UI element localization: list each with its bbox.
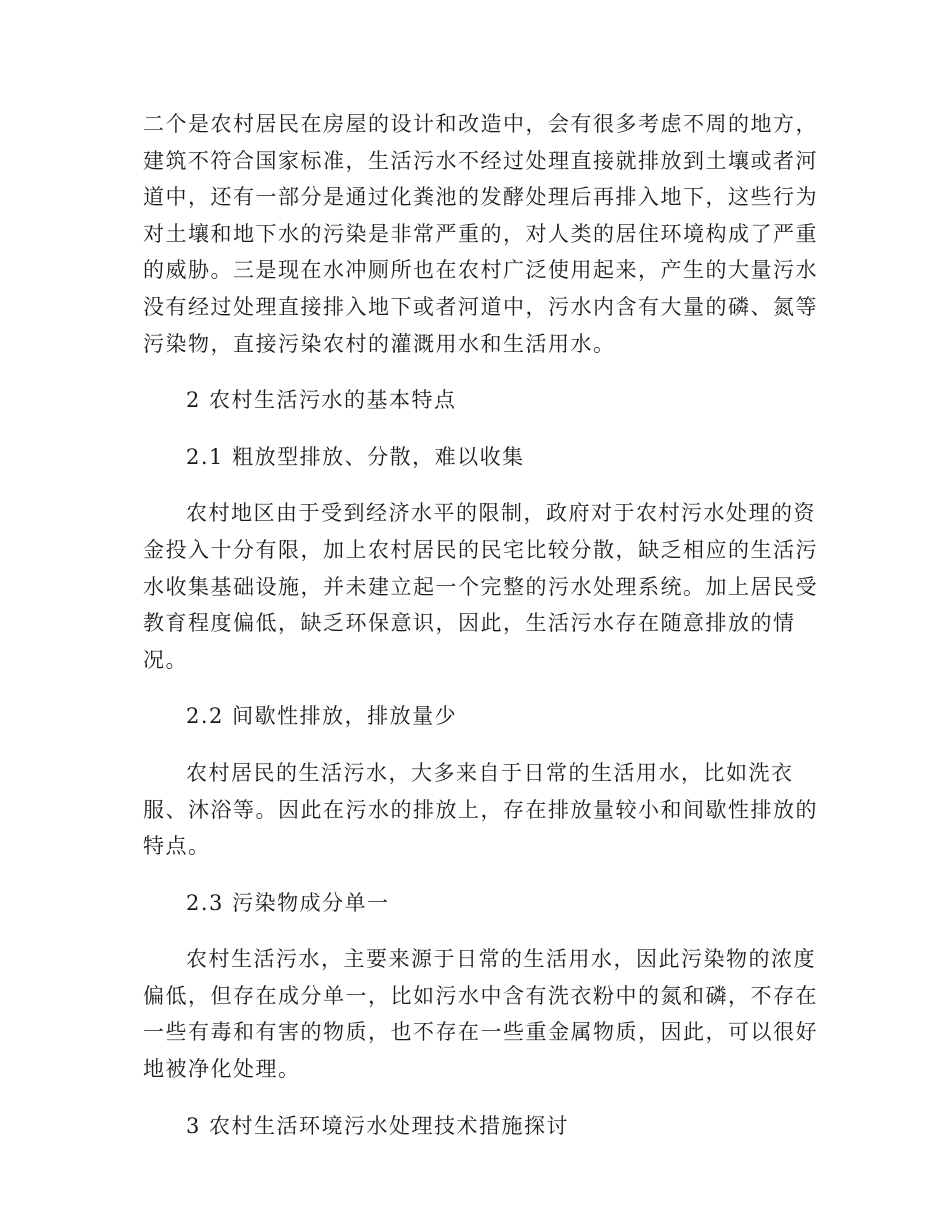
paragraph-2-3 — [143, 941, 818, 1087]
text-line: 况。 — [143, 647, 188, 672]
subsection-heading-2-1: 2.1 粗放型排放、分散，难以收集 — [186, 444, 525, 469]
document-body — [143, 106, 818, 1164]
text-line: 道中，还有一部分是通过化粪池的发酵处理后再排入地下，这些行为 — [143, 185, 818, 210]
paragraph-2-1 — [143, 495, 818, 678]
text-line: 的威胁。三是现在水冲厕所也在农村广泛使用起来，产生的大量污水 — [143, 258, 818, 283]
text-line: 偏低，但存在成分单一，比如污水中含有洗衣粉中的氮和磷，不存在 — [143, 983, 818, 1008]
paragraph-2-2 — [143, 755, 818, 865]
text-line: 一些有毒和有害的物质，也不存在一些重金属物质，因此，可以很好 — [143, 1020, 818, 1045]
text-line: 教育程度偏低，缺乏环保意识，因此，生活污水存在随意排放的情 — [143, 611, 796, 636]
text-line: 二个是农村居民在房屋的设计和改造中，会有很多考虑不周的地方， — [143, 112, 818, 136]
text-line: 特点。 — [143, 834, 211, 859]
paragraph-sources-of-pollution — [143, 106, 818, 362]
section-heading-3: 3 农村生活环境污水处理技术措施探讨 — [186, 1113, 570, 1138]
text-line: 水收集基础设施，并未建立起一个完整的污水处理系统。加上居民受 — [143, 574, 818, 599]
subsection-heading-2-2: 2.2 间歇性排放，排放量少 — [186, 704, 458, 729]
text-line: 地被净化处理。 — [143, 1057, 301, 1082]
text-line: 对土壤和地下水的污染是非常严重的，对人类的居住环境构成了严重 — [143, 221, 818, 246]
subsection-heading-2-3: 2.3 污染物成分单一 — [186, 890, 390, 915]
text-line: 服、沐浴等。因此在污水的排放上，存在排放量较小和间歇性排放的 — [143, 797, 818, 822]
text-line: 农村地区由于受到经济水平的限制，政府对于农村污水处理的资 — [186, 501, 816, 526]
text-line: 没有经过处理直接排入地下或者河道中，污水内含有大量的磷、氮等 — [143, 294, 818, 319]
text-line: 建筑不符合国家标准，生活污水不经过处理直接就排放到土壤或者河 — [143, 148, 818, 173]
text-line: 金投入十分有限，加上农村居民的民宅比较分散，缺乏相应的生活污 — [143, 537, 818, 562]
text-line: 农村居民的生活污水，大多来自于日常的生活用水，比如洗衣 — [186, 760, 794, 785]
text-line: 农村生活污水，主要来源于日常的生活用水，因此污染物的浓度 — [186, 947, 816, 972]
section-heading-2: 2 农村生活污水的基本特点 — [186, 388, 457, 413]
text-line: 污染物，直接污染农村的灌溉用水和生活用水。 — [143, 331, 616, 356]
